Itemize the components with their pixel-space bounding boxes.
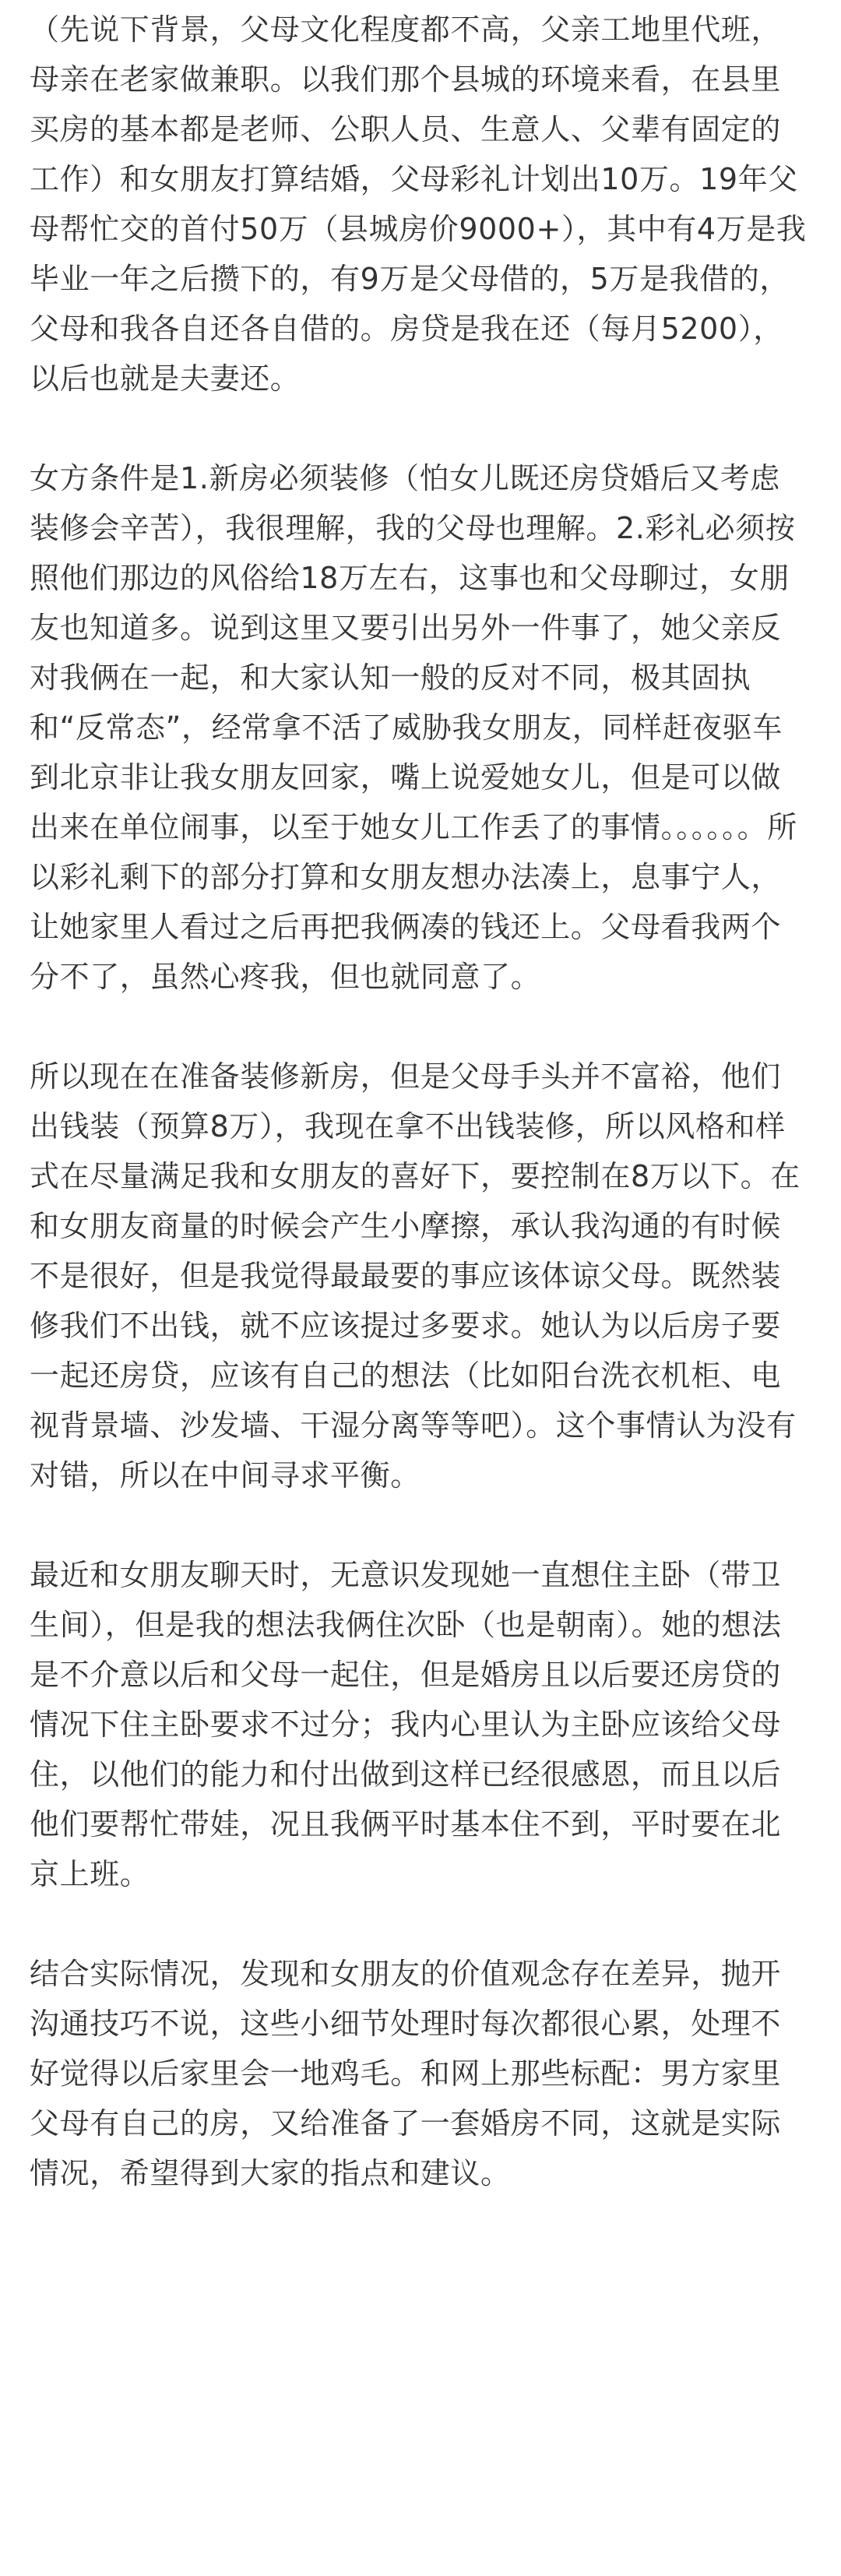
watermark bbox=[776, 2553, 822, 2568]
post-body bbox=[30, 5, 810, 2198]
post-paragraph-4: 最近和女朋友聊天时，无意识发现她一直想住主卧（带卫生间），但是我的想法我俩住次卧（也是朝南）。她的想法是不介意以后和父母一起住，但是婚房且以后要还房贷的情况下住主卧要求不过分；我内心里认为主卧应该给父母住，以他们的能力和付出做到这样已经很感恩，而且以后他们要帮忙带娃，况且我俩平时基本住不到，平时要在北京上班。 bbox=[30, 1558, 782, 1891]
post-paragraph-2: 女方条件是1.新房必须装修（怕女儿既还房贷婚后又考虑装修会辛苦），我很理解，我的父母也理解。2.彩礼必须按照他们那边的风俗给18万左右，这事也和父母聊过，女朋友也知道多。说到这里又要引出另外一件事了，她父亲反对我俩在一起，和大家认知一般的反对不同，极其固执和“反常态”，经常拿不活了威胁我女朋友，同样赶夜驱车到北京非让我女朋友回家，嘴上说爱她女儿，但是可以做出来在单位闹事，以至于她女儿工作丢了的事情。。。。。。所以彩礼剩下的部分打算和女朋友想办法凑上，息事宁人，让她家里人看过之后再把我俩凑的钱还上。父母看我两个分不了，虽然心疼我，但也就同意了。 bbox=[30, 461, 797, 994]
post-paragraph-5: 结合实际情况，发现和女朋友的价值观念存在差异，抛开沟通技巧不说，这些小细节处理时每次都很心累，处理不好觉得以后家里会一地鸡毛。和网上那些标配：男方家里父母有自己的房，又给准备了一套婚房不同，这就是实际情况，希望得到大家的指点和建议。 bbox=[30, 1957, 782, 2190]
post-paragraph-3: 所以现在在准备装修新房，但是父母手头并不富裕，他们出钱装（预算8万），我现在拿不出钱装修，所以风格和样式在尽量满足我和女朋友的喜好下，要控制在8万以下。在和女朋友商量的时候会产生小摩擦，承认我沟通的有时候不是很好，但是我觉得最最要的事应该体谅父母。既然装修我们不出钱，就不应该提过多要求。她认为以后房子要一起还房贷，应该有自己的想法（比如阳台洗衣机柜、电视背景墙、沙发墙、干湿分离等等吧）。这个事情认为没有对错，所以在中间寻求平衡。 bbox=[30, 1059, 801, 1492]
post-paragraph-1: （先说下背景，父母文化程度都不高，父亲工地里代班，母亲在老家做兼职。以我们那个县城的环境来看，在县里买房的基本都是老师、公职人员、生意人、父辈有固定的工作）和女朋友打算结婚，父母彩礼计划出10万。19年父母帮忙交的首付50万（县城房价9000+），其中有4万是我毕业一年之后攒下的，有9万是父母借的，5万是我借的，父母和我各自还各自借的。房贷是我在还（每月5200），以后也就是夫妻还。 bbox=[30, 12, 807, 396]
